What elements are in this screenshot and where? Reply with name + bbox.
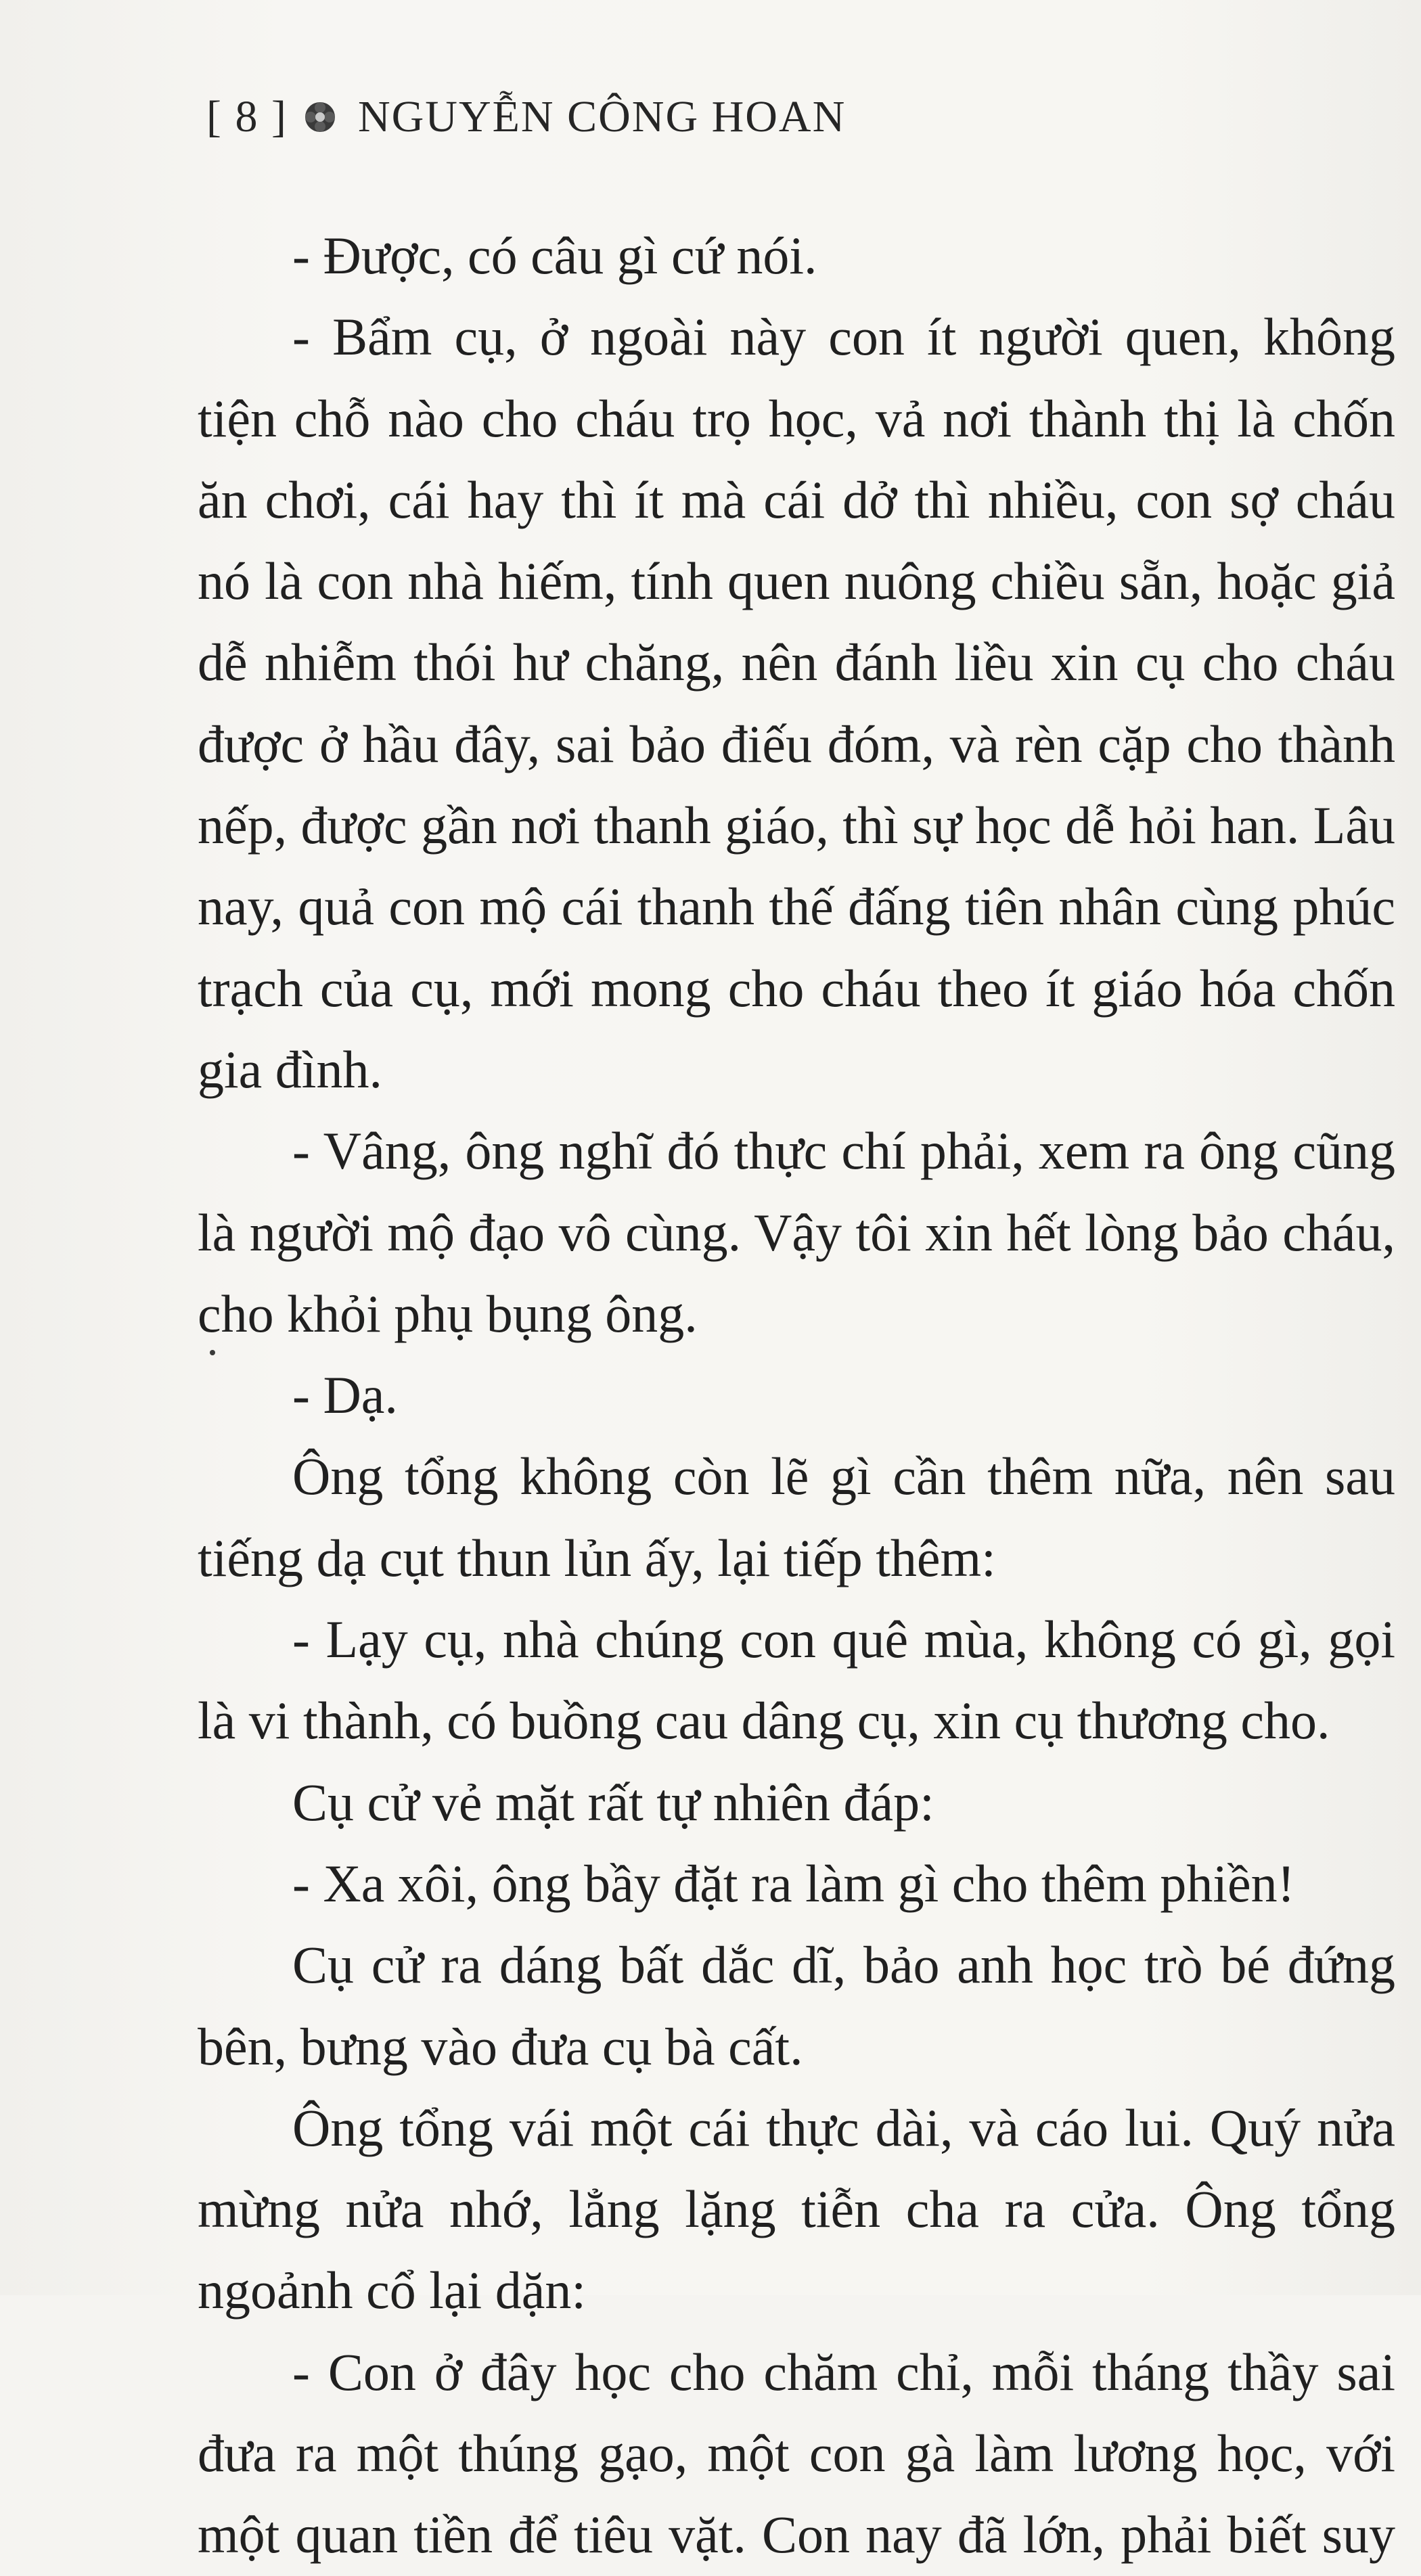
- print-speck: [210, 1350, 215, 1355]
- paragraph: - Được, có câu gì cứ nói.: [292, 226, 817, 285]
- paragraph: Ông tổng vái một cái thực dài, và cáo lui. Quý nửa mừng nửa nhớ, lẳng lặng tiễn cha ra cửa. Ông tổng ngoảnh cổ lại dặn:: [198, 2098, 1395, 2320]
- body-text: [198, 215, 1395, 2576]
- paragraph: - Lạy cụ, nhà chúng con quê mùa, không có gì, gọi là vi thành, có buồng cau dâng cụ, xin cụ thương cho.: [198, 1610, 1395, 1750]
- paragraph: Cụ cử vẻ mặt rất tự nhiên đáp:: [292, 1772, 934, 1832]
- page-number: [ 8 ]: [206, 92, 288, 141]
- paragraph: Cụ cử ra dáng bất dắc dĩ, bảo anh học trò bé đứng bên, bưng vào đưa cụ bà cất.: [198, 1935, 1395, 2076]
- author-name: NGUYỄN CÔNG HOAN: [357, 92, 847, 141]
- running-header: [206, 80, 846, 154]
- paragraph: - Dạ.: [292, 1365, 398, 1425]
- paragraph: - Xa xôi, ông bầy đặt ra làm gì cho thêm phiền!: [292, 1853, 1295, 1913]
- paragraph: - Vâng, ông nghĩ đó thực chí phải, xem ra ông cũng là người mộ đạo vô cùng. Vậy tôi xin hết lòng bảo cháu, cho khỏi phụ bụng ông.: [198, 1121, 1395, 1343]
- paragraph: - Bẩm cụ, ở ngoài này con ít người quen, không tiện chỗ nào cho cháu trọ học, vả nơi thành thị là chốn ăn chơi, cái hay thì ít mà cái dở thì nhiều, con sợ cháu nó là con nhà hiếm, tính quen nuông chiều sẵn, hoặc giả dễ nhiễm thói hư chăng, nên đánh liều xin cụ cho cháu được ở hầu đây, sai bảo điếu đóm, và rèn cặp cho thành nếp, được gần nơi thanh giáo, thì sự học dễ hỏi han. Lâu nay, quả con mộ cái thanh thế đấng tiên nhân cùng phúc trạch của cụ, mới mong cho cháu theo ít giáo hóa chốn gia đình.: [198, 307, 1395, 1099]
- flower-ornament-icon: [302, 99, 338, 135]
- paragraph: Ông tổng không còn lẽ gì cần thêm nữa, nên sau tiếng dạ cụt thun lủn ấy, lại tiếp thêm:: [198, 1447, 1395, 1587]
- paragraph: - Con ở đây học cho chăm chỉ, mỗi tháng thầy sai đưa ra một thúng gạo, một con gà làm lương học, với một quan tiền để tiêu vặt. Con nay đã lớn, phải biết suy: [198, 2342, 1395, 2564]
